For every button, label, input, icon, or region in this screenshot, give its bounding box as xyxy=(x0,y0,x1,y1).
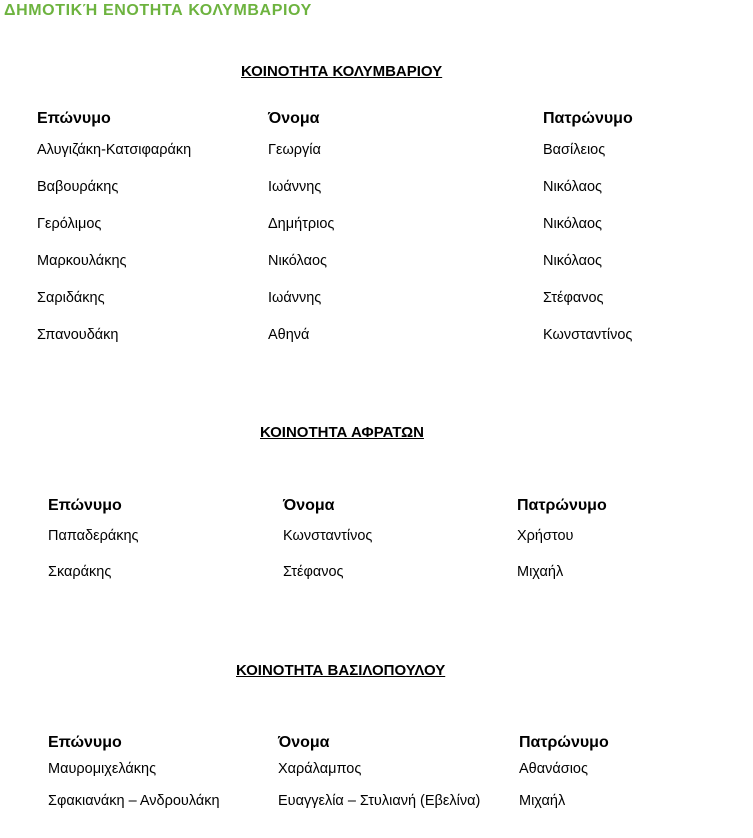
column-header-patronymic: Πατρώνυμο xyxy=(543,110,633,127)
surname-cell: Μαρκουλάκης xyxy=(37,253,127,269)
name-cell: Στέφανος xyxy=(283,564,344,580)
column-header-surname: Επώνυμο xyxy=(48,734,122,751)
name-cell: Νικόλαος xyxy=(268,253,328,269)
section-title: ΚΟΙΝΟΤΗΤΑ ΒΑΣΙΛΟΠΟΥΛΟΥ xyxy=(236,662,446,679)
patronymic-cell: Στέφανος xyxy=(543,290,604,306)
patronymic-cell: Νικόλαος xyxy=(543,179,603,195)
name-cell: Ιωάννης xyxy=(268,290,322,306)
section-title: ΚΟΙΝΟΤΗΤΑ ΚΟΛΥΜΒΑΡΙΟΥ xyxy=(241,63,443,80)
surname-cell: Μαυρομιχελάκης xyxy=(48,761,157,777)
column-header-name: Όνομα xyxy=(268,110,320,127)
name-cell: Γεωργία xyxy=(268,142,321,158)
patronymic-cell: Νικόλαος xyxy=(543,253,603,269)
surname-cell: Σπανουδάκη xyxy=(37,327,119,343)
column-header-surname: Επώνυμο xyxy=(37,110,111,127)
name-cell: Χαράλαμπος xyxy=(278,761,362,777)
surname-cell: Σαριδάκης xyxy=(37,290,105,306)
patronymic-cell: Χρήστου xyxy=(517,528,574,544)
name-cell: Ιωάννης xyxy=(268,179,322,195)
name-cell: Κωνσταντίνος xyxy=(283,528,373,544)
column-header-name: Όνομα xyxy=(278,734,330,751)
patronymic-cell: Μιχαήλ xyxy=(517,564,564,580)
column-header-patronymic: Πατρώνυμο xyxy=(517,497,607,514)
section-title: ΚΟΙΝΟΤΗΤΑ ΑΦΡΑΤΩΝ xyxy=(260,424,424,441)
name-cell: Ευαγγελία – Στυλιανή (Εβελίνα) xyxy=(278,793,481,809)
surname-cell: Παπαδεράκης xyxy=(48,528,139,544)
patronymic-cell: Αθανάσιος xyxy=(519,761,588,777)
surname-cell: Αλυγιζάκη-Κατσιφαράκη xyxy=(37,142,192,158)
patronymic-cell: Μιχαήλ xyxy=(519,793,566,809)
surname-cell: Γερόλιμος xyxy=(37,216,102,232)
name-cell: Αθηνά xyxy=(268,327,310,343)
column-header-surname: Επώνυμο xyxy=(48,497,122,514)
surname-cell: Βαβουράκης xyxy=(37,179,119,195)
patronymic-cell: Νικόλαος xyxy=(543,216,603,232)
surname-cell: Σφακιανάκη – Ανδρουλάκη xyxy=(48,793,220,809)
column-header-name: Όνομα xyxy=(283,497,335,514)
patronymic-cell: Βασίλειος xyxy=(543,142,606,158)
column-header-patronymic: Πατρώνυμο xyxy=(519,734,609,751)
municipal-unit-title: ΔΗΜΟΤΙΚΉ ΕΝΟΤΗΤΑ ΚΟΛΥΜΒΑΡΙΟΥ xyxy=(4,2,312,19)
name-cell: Δημήτριος xyxy=(268,216,335,232)
surname-cell: Σκαράκης xyxy=(48,564,112,580)
patronymic-cell: Κωνσταντίνος xyxy=(543,327,633,343)
